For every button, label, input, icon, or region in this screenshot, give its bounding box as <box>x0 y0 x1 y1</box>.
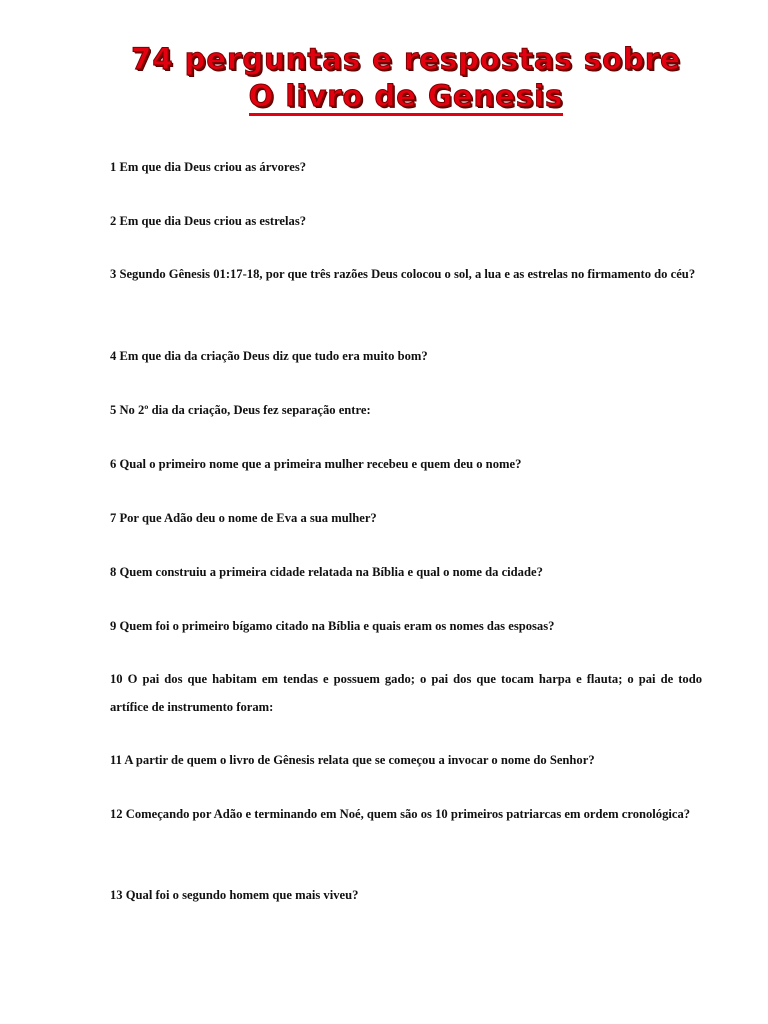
question-item: 3 Segundo Gênesis 01:17-18, por que três razões Deus colocou o sol, a lua e as estrelas no firmamento do céu? <box>110 266 696 281</box>
question-item: 1 Em que dia Deus criou as árvores? <box>110 159 307 174</box>
question-item: 5 No 2º dia da criação, Deus fez separação entre: <box>110 402 371 417</box>
question-item: 9 Quem foi o primeiro bígamo citado na Bíblia e quais eram os nomes das esposas? <box>110 618 555 633</box>
title-line-1: 74 perguntas e respostas sobre <box>131 42 681 76</box>
question-item: 8 Quem construiu a primeira cidade relatada na Bíblia e qual o nome da cidade? <box>110 564 543 579</box>
question-item: 7 Por que Adão deu o nome de Eva a sua mulher? <box>110 510 377 525</box>
question-item: 4 Em que dia da criação Deus diz que tudo era muito bom? <box>110 348 428 363</box>
title-line-2 <box>22 79 768 113</box>
question-item: 2 Em que dia Deus criou as estrelas? <box>110 213 307 228</box>
question-item: 13 Qual foi o segundo homem que mais viveu? <box>110 887 359 902</box>
question-item: 6 Qual o primeiro nome que a primeira mulher recebeu e quem deu o nome? <box>110 456 522 471</box>
title-line-2-text: O livro de Genesis <box>249 79 564 116</box>
question-item: 10 O pai dos que habitam em tendas e possuem gado; o pai dos que tocam harpa e flauta; o pai de todo artífice de instrumento foram: <box>110 671 702 714</box>
question-item: 11 A partir de quem o livro de Gênesis relata que se começou a invocar o nome do Senhor? <box>110 752 595 767</box>
question-item: 12 Começando por Adão e terminando em Noé, quem são os 10 primeiros patriarcas em ordem cronológica? <box>110 806 691 821</box>
